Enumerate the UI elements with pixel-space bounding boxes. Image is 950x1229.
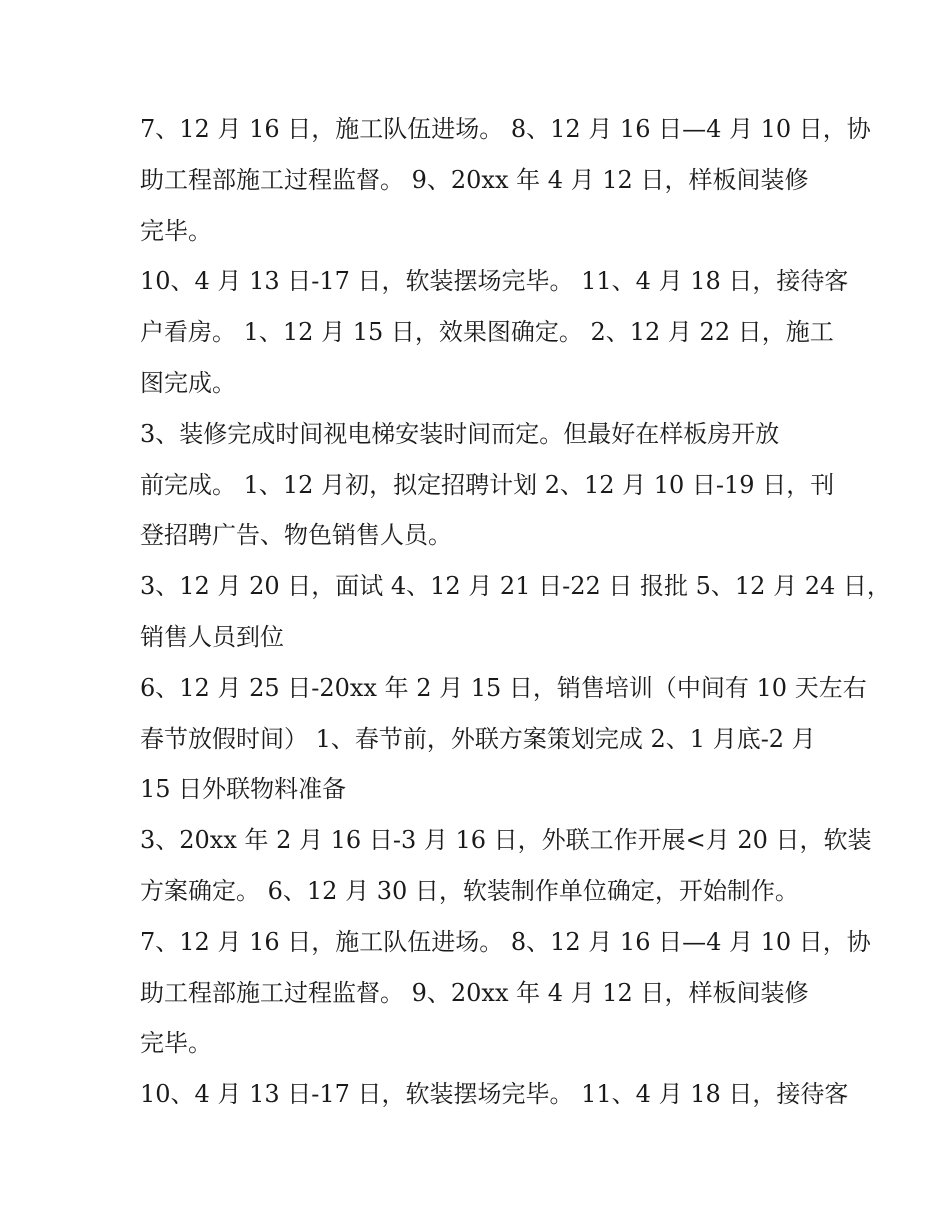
text-line: 15 日外联物料准备 (140, 775, 347, 804)
text-line: 10、4 月 13 日-17 日，软装摆场完毕。 11、4 月 18 日，接待客 (140, 267, 849, 296)
paragraph-5 (140, 663, 867, 815)
text-line: 前完成。 1、12 月初，拟定招聘计划 2、12 月 10 日-19 日，刊 (140, 470, 835, 499)
text-line: 图完成。 (140, 368, 236, 397)
text-line: 春节放假时间） 1、春节前，外联方案策划完成 2、1 月底-2 月 (140, 724, 816, 753)
text-line: 户看房。 1、12 月 15 日，效果图确定。 2、12 月 22 日，施工 (140, 318, 834, 347)
text-line: 3、12 月 20 日，面试 4、12 月 21 日-22 日 报批 5、12 月 24 日， (140, 572, 891, 601)
document-body (140, 104, 891, 1120)
text-line: 完毕。 (140, 1029, 212, 1058)
text-line: 登招聘广告、物色销售人员。 (140, 521, 452, 550)
paragraph-3 (140, 409, 835, 561)
text-line: 10、4 月 13 日-17 日，软装摆场完毕。 11、4 月 18 日，接待客 (140, 1080, 849, 1109)
paragraph-7 (140, 917, 871, 1069)
paragraph-8 (140, 1069, 849, 1120)
paragraph-4 (140, 561, 891, 663)
text-line: 方案确定。 6、12 月 30 日，软装制作单位确定，开始制作。 (140, 876, 799, 905)
paragraph-2 (140, 256, 849, 408)
text-line: 完毕。 (140, 216, 212, 245)
text-line: 助工程部施工过程监督。 9、20xx 年 4 月 12 日，样板间装修 (140, 978, 809, 1007)
text-line: 7、12 月 16 日，施工队伍进场。 8、12 月 16 日—4 月 10 日，协 (140, 927, 871, 956)
paragraph-1 (140, 104, 871, 256)
text-line: 3、20xx 年 2 月 16 日-3 月 16 日，外联工作开展<月 20 日，软装 (140, 826, 872, 855)
text-line: 6、12 月 25 日-20xx 年 2 月 15 日，销售培训（中间有 10 天左右 (140, 673, 867, 702)
text-line: 7、12 月 16 日，施工队伍进场。 8、12 月 16 日—4 月 10 日，协 (140, 115, 871, 143)
paragraph-6 (140, 815, 872, 917)
text-line: 3、装修完成时间视电梯安装时间而定。但最好在样板房开放 (140, 419, 780, 448)
text-line: 销售人员到位 (140, 622, 284, 651)
text-line: 助工程部施工过程监督。 9、20xx 年 4 月 12 日，样板间装修 (140, 165, 809, 194)
